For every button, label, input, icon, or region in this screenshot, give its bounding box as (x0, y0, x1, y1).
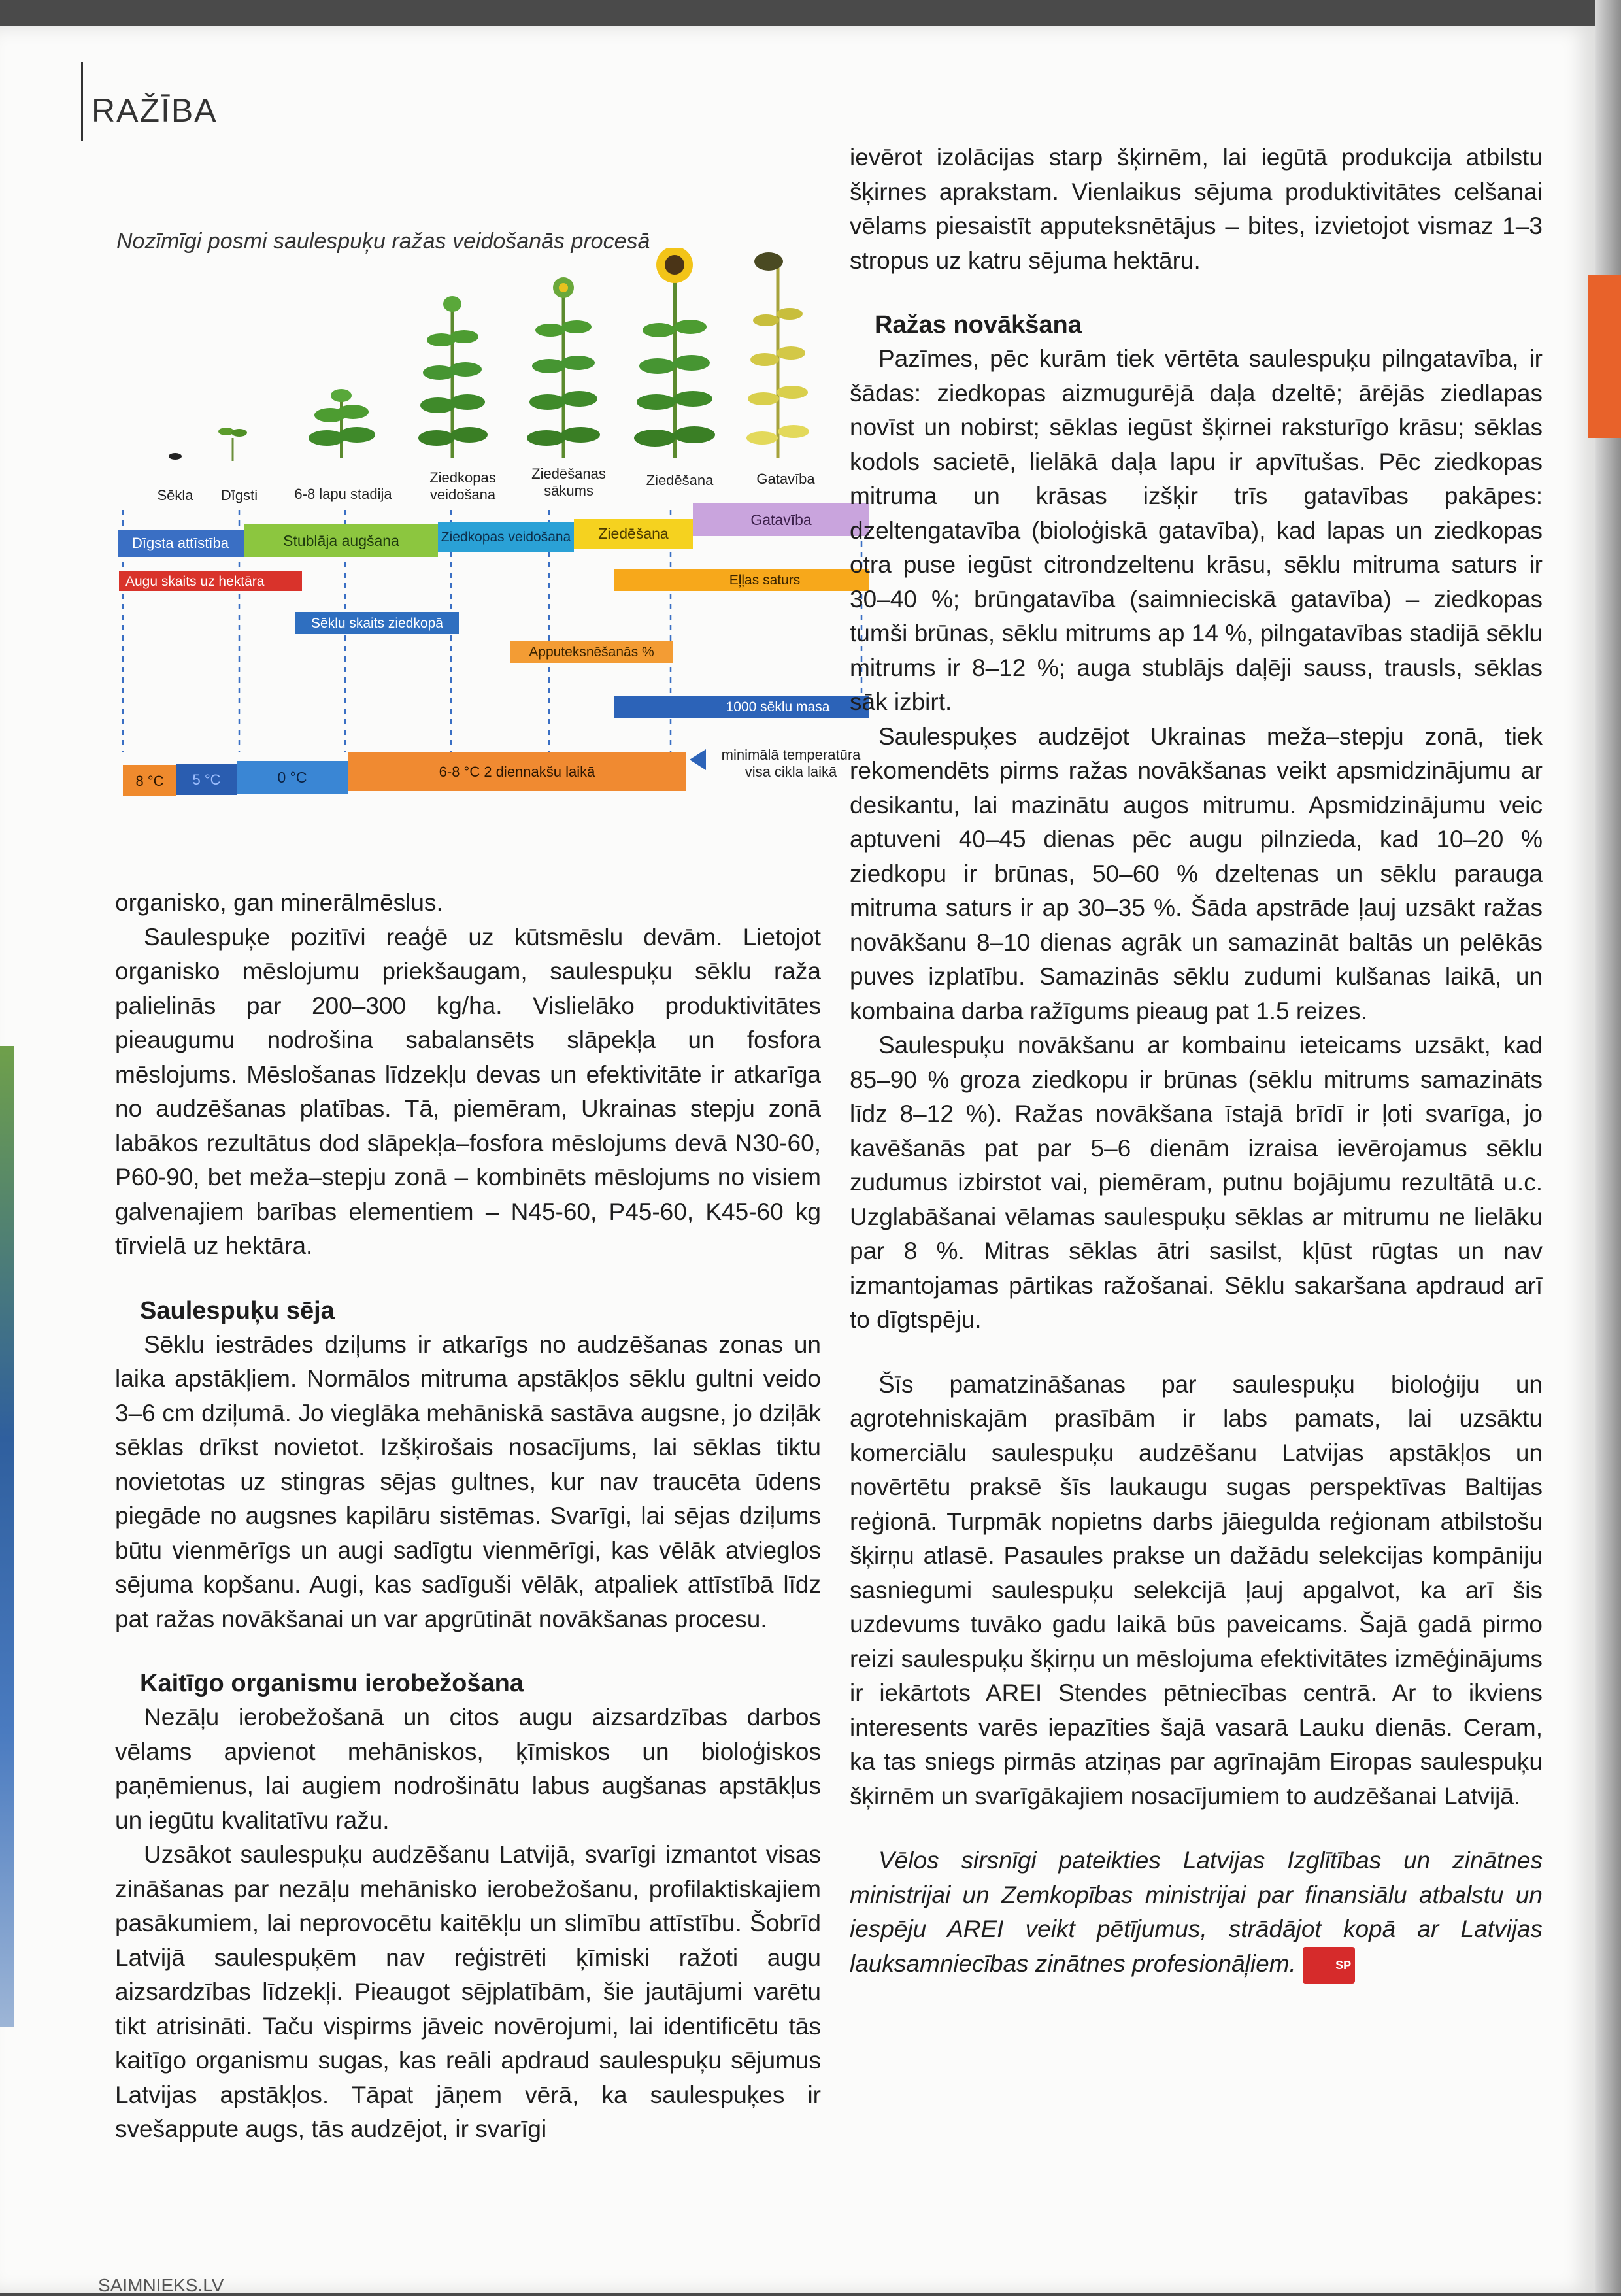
paragraph: organisko, gan minerālmēslus. (115, 889, 443, 916)
stage-label: Gatavība (756, 471, 815, 487)
temp-label: 0 °C (277, 769, 307, 786)
factor-label: Apputeksnēšanās % (529, 645, 654, 660)
growth-stages-diagram (111, 248, 895, 811)
temperature-bar (123, 747, 861, 796)
paragraph: Saulespuķu novākšanu ar kombainu ieteicams uzsākt, kad 85–90 % groza ziedkopu ir brūnas (sēklu mitrums samazināts līdz 8–12 %). Ražas novākšana īstajā brīdī ir ļoti svarīga, jo kavēšanās pat par 5–6 dienām izraisa ievērojamus sēklu zudumus izbirstot vai, piemēram, putnu bojājumu rezultātā u.c. Uzglabāšanai vēlamas saulespuķu sēklas ar mitrumu ne lielāku par 8 %. Mitras sēklas ātri sasilst, kļūst rūgtas un nav izmantojamas pārtikas ražošanai. Sēklu sakaršana apdraud arī to dīgtspēju. (850, 1032, 1543, 1333)
left-photo-strip (0, 1046, 14, 2027)
factor-label: Augu skaits uz hektāra (125, 574, 265, 589)
stage-labels (157, 465, 815, 503)
section-rule (81, 62, 83, 141)
paragraph: Nezāļu ierobežošanā un citos augu aizsardzības darbos vēlams apvienot mehāniskos, ķīmiskos un bioloģiskos paņēmienus, lai augiem nodrošinātu labus augšanas apstākļus un iegūtu kvalitatīvu ražu. (115, 1704, 821, 1834)
section-title: RAŽĪBA (92, 92, 218, 129)
subheading: Ražas novākšana (875, 311, 1082, 339)
subheading: Saulespuķu sēja (140, 1296, 335, 1325)
paragraph: Saulespuķe pozitīvi reaģē uz kūtsmēslu devām. Lietojot organisko mēslojumu priekšaugam, saulespuķu sēklu raža palielinās par 200–300 kg/ha. Vislielāko produktivitātes pieaugumu nodrošina sabalansēts slāpekļa un fosfora mēslojums. Mēslošanas līdzekļu devas un efektivitāte ir atkarīga no audzēšanas platības. Tā, piemēram, Ukrainas stepju zonā labākos rezultātus dod slāpekļa–fosfora mēslojums devā N30-60, P60-90, bet meža–stepju zonā – kombinēts mēslojums no visiem galvenajiem barības elementiem – N45-60, P45-60, K45-60 kg tīrvielā uz hektāra. (115, 923, 821, 1259)
factor-bars (119, 569, 869, 718)
phase-bar (118, 503, 869, 557)
mature-plant-icon (746, 252, 809, 458)
factor-label: Sēklu skaits ziedkopā (311, 616, 443, 631)
seed-icon (169, 453, 182, 460)
min-temp-note: minimālā temperatūra (721, 747, 861, 763)
chart-caption: Nozīmīgi posmi saulespuķu ražas veidošanās procesā (116, 229, 650, 254)
subheading: Kaitīgo organismu ierobežošana (140, 1670, 524, 1697)
stage-label-line2: veidošana (429, 486, 496, 503)
plant-illustrations (169, 248, 809, 461)
flowering-start-plant-icon (527, 277, 600, 458)
phase-label: Dīgsta attīstība (132, 535, 229, 551)
stage-label: Sēkla (157, 487, 193, 503)
temp-label: 6-8 °C 2 diennakšu laikā (439, 764, 595, 780)
paragraph: Sēklu iestrādes dziļums ir atkarīgs no audzēšanas zonas un laika apstākļiem. Normālos mitruma apstākļos sēklu gultni veido 3–6 cm dziļumā. Jo vieglāka mehāniskā sastāva augsne, jo dziļāk sēklas drīkst novietot. Izšķirošais nosacījums, lai sēklas tiktu novietotas uz stingras sējas gultnes, kur nav traucēta ūdens piegāde no augsnes kapilāru sistēmas. Svarīgi, lai sējas dziļums būtu vienmērīgs un augi sadīgtu vienmērīgi, kas vēlāk atvieglos sējuma kopšanu. Augi, kas sadīguši vēlāk, atpaliek attīstībā līdz pat ražas novākšanai un var apgrūtināt novākšanas procesu. (115, 1330, 821, 1632)
page-footer: SAIMNIEKS.LV (98, 2275, 224, 2295)
factor-label: Eļļas saturs (729, 573, 801, 588)
factor-label: 1000 sēklu masa (726, 700, 830, 715)
paragraph: Šīs pamatzināšanas par saulespuķu bioloģiju un agrotehniskajām prasībām ir labs pamats, lai uzsāktu komerciālu saulespuķu audzēšanu Latvijas apstākļos un novērtētu praksē šīs laukaugu sugas perspektīvas Baltijas reģionā. Turpmāk nopietns darbs jāiegulda reģionam atbilstošu šķirņu atlasē. Pasaules prakse un dažādu selekcijas kompāniju sasniegumi saulespuķu selekcijā ļauj apgalvot, ka arī šis uzdevums tuvāko gadu laikā būs paveicams. Šajā gadā pirmo reizi saulespuķu šķirņu un mēslojuma efektivitātes izmēģinājums ir iekārtots AREI Stendes pētniecības centrā. Ar to ikviens interesents varēs iepazīties šajā vasarā Lauku dienās. Ceram, ka tas sniegs pirmās atziņas par agrīnajām Eiropas saulespuķu šķirnēm un svarīgākajiem nosacījumiem to audzēšanai Latvijā. (850, 1370, 1543, 1810)
stage-label: Ziedēšana (646, 472, 714, 488)
left-column (115, 886, 821, 2147)
flowering-plant-icon (634, 248, 715, 458)
temp-label: 8 °C (135, 773, 164, 789)
phase-label: Ziedkopas veidošana (441, 530, 571, 545)
stage-label: Dīgsti (220, 487, 258, 503)
orange-edge-tab (1588, 275, 1621, 438)
paragraph: Uzsākot saulespuķu audzēšanu Latvijā, svarīgi izmantot visas zināšanas par nezāļu mehānisko ierobežošanu, profilaktiskajiem pasākumiem, lai neprovocētu kaitēkļu un slimību attīstību. Šobrīd Latvijā saulespuķēm nav reģistrēti ķīmiski ražoti augu aizsardzības līdzekļi. Pieaugot sējplatībām, šie jautājumi varētu tikt atrisināti. Taču vispirms jāveic novērojumi, lai identificētu tās kaitīgo organismu sugas, kas reāli apdraud saulespuķu sējumus Latvijas apstākļos. Tāpat jāņem vērā, ka saulespuķes ir svešappute augs, tās audzējot, ir svarīgi (115, 1841, 821, 2142)
stage-label: Ziedēšanas (531, 465, 606, 482)
sp-badge-icon: SP (1303, 1947, 1355, 1984)
paragraph: ievērot izolācijas starp šķirnēm, lai iegūtā produkcija atbilstu šķirnes aprakstam. Vienlaikus sējuma produktivitātes celšanai vēlams piesaistīt apputeksnētājus – bites, izvietojot vismaz 1–3 stropus uz katru sējuma hektāru. (850, 144, 1543, 274)
six-leaf-plant-icon (309, 389, 375, 458)
stage-label: 6-8 lapu stadija (294, 486, 392, 502)
phase-label: Ziedēšana (598, 525, 669, 542)
paragraph: Saulespuķes audzējot Ukrainas meža–stepju zonā, tiek rekomendēts pirms ražas novākšanas veikt apsmidzinājumu ar desikantu, lai mazinātu augos mitrumu. Apsmidzinājumu veic aptuveni 40–45 dienas pēc augu pilnzieda, kad 10–20 % ziedkopu ir brūnas, 50–60 % dzeltenas un sēklu parauga mitruma saturs ir ap 30–35 %. Šāda apstrāde ļauj uzsākt ražas novākšanu 8–10 dienas agrāk un samazināt baltās un pelēkās puves izplatību. Samazinās sēklu zudumi kulšanas laikā, un kombaina darba ražīgums pieaug pat 1.5 reizes. (850, 722, 1543, 1024)
acknowledgement-text: Vēlos sirsnīgi pateikties Latvijas Izglītības un zinātnes ministrijai un Zemkopības ministrijai par finansiālu atbalstu un iespēju AREI veikt pētījumus, strādājot kopā ar Latvijas lauksamniecības zinātnes profesionāļiem. (850, 1847, 1543, 1977)
phase-label: Gatavība (750, 511, 812, 528)
arrow-left-icon (690, 749, 706, 770)
acknowledgement (850, 1844, 1543, 1984)
bud-forming-plant-icon (418, 296, 488, 458)
temp-label: 5 °C (192, 771, 221, 788)
right-column (850, 141, 1543, 1984)
min-temp-note-line2: visa cikla laikā (744, 764, 837, 780)
stage-label: Ziedkopas (429, 469, 496, 486)
paragraph: Pazīmes, pēc kurām tiek vērtēta saulespuķu pilngatavība, ir šādas: ziedkopas aizmugurējā daļa dzeltē; ārējās ziedlapas novīst un nobirst; sēklas iegūst šķirnei raksturīgo krāsu; sēklas kodols sacietē, lielākā daļa lapu ir apvītušas. Pēc ziedkopas mitruma un krāsas izšķir trīs gatavības pakāpes: dzeltengatavība (bioloģiskā gatavība), kad lapas un ziedkopas otra puse iegūst citrondzeltenu krāsu, sēklu mitruma saturs ir 30–40 %; brūngatavība (saimnieciskā gatavība) – ziedkopas tumši brūnas, sēklu mitrums ap 14 %, pilngatavības stadijā sēklu mitrums ir 8–12 %; auga stublājs daļēji sauss, trausls, sēklas sāk izbirt. (850, 345, 1543, 715)
phase-label: Stublāja augšana (283, 532, 399, 549)
seedling-icon (218, 428, 247, 461)
stage-label-line2: sākums (544, 482, 593, 499)
